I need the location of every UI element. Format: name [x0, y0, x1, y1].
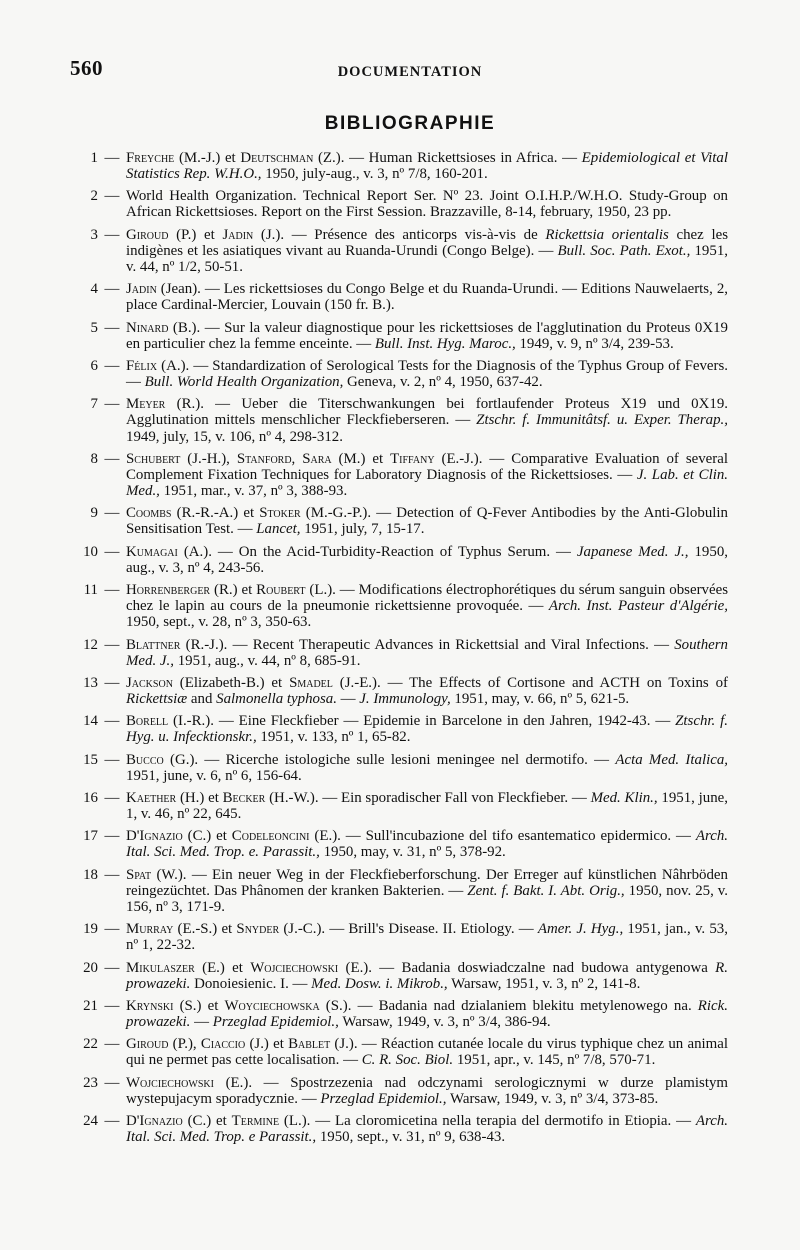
- entry-number: 19: [83, 921, 98, 938]
- entry-number-cell: [78, 451, 126, 467]
- bibliography-entry: [78, 582, 728, 630]
- author-name: Coombs: [126, 505, 172, 522]
- author-name: Woyciechowska: [224, 997, 320, 1014]
- entry-number-cell: [78, 188, 126, 204]
- bibliography-entry: [78, 1036, 728, 1068]
- entry-segment: 1951, v. 133, nº 1, 65-82.: [256, 729, 411, 746]
- journal-title: Rickettsia orientalis: [545, 226, 669, 243]
- author-name: Tiffany: [390, 450, 435, 467]
- entry-number: 18: [83, 866, 98, 883]
- entry-dash: —: [104, 505, 120, 522]
- entry-number: 15: [83, 751, 98, 768]
- author-name: Roubert: [256, 582, 306, 599]
- entry-number: 4: [90, 281, 98, 298]
- entry-dash: —: [104, 150, 120, 166]
- bibliography-entry: [78, 675, 728, 707]
- entry-dash: —: [104, 866, 120, 883]
- entry-dash: —: [104, 450, 120, 467]
- entry-number: 9: [90, 505, 98, 522]
- entry-segment: 1950, sept., v. 31, nº 9, 638-43.: [316, 1129, 506, 1146]
- journal-title: Arch. Inst. Pasteur d'Algérie,: [548, 598, 728, 615]
- entry-segment: chez les indigènes et les asiatiques vivant au Ruanda-Urundi (Congo Belge). —: [126, 226, 728, 259]
- author-name: Kumagai: [126, 543, 178, 560]
- entry-number: 12: [83, 636, 98, 653]
- entry-segment: Warsaw, 1949, v. 3, nº 3/4, 386-94.: [338, 1014, 551, 1031]
- entry-number-cell: [78, 1036, 126, 1052]
- entry-number: 5: [90, 319, 98, 336]
- entry-text: [126, 790, 728, 822]
- running-head: DOCUMENTATION: [337, 64, 483, 80]
- author-name: Horrenberger: [126, 582, 211, 599]
- bibliography-entry: [78, 544, 728, 576]
- entry-number-cell: [78, 790, 126, 806]
- entry-segment: 1951, apr., v. 145, nº 7/8, 570-71.: [453, 1052, 656, 1069]
- entry-segment: 1951, v. 44, nº 1/2, 50-51.: [126, 242, 728, 275]
- entry-number: 23: [83, 1074, 98, 1091]
- entry-segment: 1950, nov. 25, v. 156, nº 3, 171-9.: [126, 882, 728, 915]
- author-name: D'Ignazio: [126, 1113, 183, 1130]
- entry-dash: —: [104, 674, 120, 691]
- entry-text: [126, 358, 728, 390]
- journal-title: Southern Med. J.,: [126, 636, 728, 669]
- entry-text: [126, 828, 728, 860]
- entry-number-cell: [78, 1075, 126, 1091]
- entry-segment: (C.) et: [182, 828, 232, 845]
- entry-number: 14: [83, 713, 98, 730]
- entry-segment: (R.-R.-A.) et: [171, 505, 260, 522]
- entry-number: 13: [83, 674, 98, 691]
- entry-number: 6: [90, 357, 98, 374]
- entry-dash: —: [104, 790, 120, 806]
- author-name: Meyer: [126, 396, 166, 413]
- entry-text: [126, 188, 728, 220]
- journal-title: R. prowazeki.: [126, 959, 728, 992]
- journal-title: Med. Dosw. i. Mikrob.,: [311, 975, 448, 992]
- journal-title: Amer. J. Hyg.,: [537, 921, 624, 938]
- entry-segment: (H.-W.). — Ein sporadischer Fall von Fleckfieber. —: [265, 790, 591, 806]
- journal-title: Arch. Ital. Sci. Med. Trop. e Parassit.,: [126, 1113, 728, 1146]
- bibliography-entry: [78, 1113, 728, 1145]
- entry-dash: —: [104, 1113, 120, 1130]
- bibliography-entry: [78, 713, 728, 745]
- entry-number-cell: [78, 867, 126, 883]
- bibliography-entry: [78, 320, 728, 352]
- entry-text: [126, 1036, 728, 1068]
- page-number: 560: [70, 56, 103, 80]
- author-name: Wojciechowski: [126, 1074, 214, 1091]
- entry-segment: (E.-S.) et: [173, 921, 237, 938]
- author-name: Snyder: [236, 921, 280, 938]
- bibliography-entry: [78, 998, 728, 1030]
- entry-text: [126, 637, 728, 669]
- entry-dash: —: [104, 997, 120, 1014]
- entry-dash: —: [104, 751, 120, 768]
- author-name: D'Ignazio: [126, 828, 183, 845]
- entry-number: 24: [83, 1113, 98, 1130]
- journal-title: J. Immunology,: [359, 690, 451, 707]
- entry-number: 2: [90, 188, 98, 205]
- entry-segment: (J.) et: [245, 1036, 289, 1053]
- entry-segment: Warsaw, 1949, v. 3, nº 3/4, 373-85.: [446, 1090, 659, 1107]
- author-name: Giroud: [126, 226, 169, 243]
- bibliography-entry: [78, 227, 728, 275]
- entry-segment: (S.) et: [173, 997, 225, 1014]
- journal-title: Acta Med. Italica,: [615, 751, 728, 768]
- author-name: Wojciechowski: [250, 959, 339, 976]
- entry-segment: 1951, jan., v. 53, nº 1, 22-32.: [126, 921, 728, 954]
- entry-segment: (P.) et: [168, 226, 223, 243]
- author-name: Freyche: [126, 150, 175, 166]
- author-name: Félix: [126, 357, 158, 374]
- entry-segment: (I.-R.). — Eine Fleckfieber — Epidemie in Barcelone in den Jahren, 1942-43. —: [168, 713, 676, 730]
- journal-title: Bull. Soc. Path. Exot.,: [557, 242, 691, 259]
- journal-title: Ztschr. f. Immunitâtsf. u. Exper. Therap.,: [476, 412, 728, 429]
- entry-text: [126, 320, 728, 352]
- journal-title: Epidemiological et Vital Statistics Rep. W.H.O.,: [126, 150, 728, 183]
- entry-segment: World Health Organization. Technical Report Ser. Nº 23. Joint O.I.H.P./W.H.O. Study-Group on African Rickettsioses. Report on the First Session. Brazzaville, 8-14, february, 1950, 23 pp.: [126, 188, 728, 221]
- entry-segment: (E.). — Sull'incubazione del tifo esantematico epidermico. —: [309, 828, 696, 845]
- entry-segment: (Jean). — Les rickettsioses du Congo Belge et du Ruanda-Urundi. — Editions Nauwelaerts, 2, place Cardinal-Mercier, Louvain (150 fr. B.).: [126, 281, 728, 314]
- author-name: Borell: [126, 713, 169, 730]
- entry-segment: 1950, may, v. 31, nº 5, 378-92.: [319, 844, 506, 861]
- entry-dash: —: [104, 1036, 120, 1053]
- journal-title: C. R. Soc. Biol.: [361, 1052, 454, 1069]
- entry-text: [126, 1075, 728, 1107]
- bibliography-entry: [78, 358, 728, 390]
- entry-segment: (J.). — Présence des anticorps vis-à-vis de: [253, 226, 546, 243]
- bibliography-list: [78, 150, 728, 1151]
- bibliography-entry: [78, 752, 728, 784]
- entry-number-cell: [78, 960, 126, 976]
- entry-segment: 1951, may, v. 66, nº 5, 621-5.: [450, 690, 630, 707]
- entry-segment: (R.) et: [210, 582, 257, 599]
- bibliography-entry: [78, 790, 728, 822]
- entry-text: [126, 713, 728, 745]
- author-name: Blattner: [126, 636, 181, 653]
- bibliography-entry: [78, 637, 728, 669]
- entry-segment: (J.-C.). — Brill's Disease. II. Etiology. —: [279, 921, 538, 938]
- entry-text: [126, 998, 728, 1030]
- entry-dash: —: [104, 319, 120, 336]
- entry-number: 22: [83, 1036, 98, 1053]
- entry-segment: (M.) et: [331, 450, 391, 467]
- bibliography-entry: [78, 921, 728, 953]
- entry-number: 7: [90, 396, 98, 413]
- entry-text: [126, 752, 728, 784]
- author-name: Krynski: [126, 997, 174, 1014]
- entry-number: 3: [90, 226, 98, 243]
- entry-segment: (C.) et: [182, 1113, 232, 1130]
- entry-segment: (P.),: [168, 1036, 201, 1053]
- entry-text: [126, 396, 728, 444]
- entry-number-cell: [78, 320, 126, 336]
- bibliography-entry: [78, 281, 728, 313]
- entry-number-cell: [78, 582, 126, 598]
- journal-title: Przeglad Epidemiol.,: [320, 1090, 447, 1107]
- bibliography-entry: [78, 960, 728, 992]
- author-name: Smadel: [289, 674, 333, 691]
- entry-number: 11: [83, 582, 98, 599]
- entry-segment: (J.-E.). — The Effects of Cortisone and ACTH on Toxins of: [332, 674, 729, 691]
- bibliography-entry: [78, 505, 728, 537]
- entry-text: [126, 281, 728, 313]
- entry-dash: —: [104, 582, 120, 599]
- entry-segment: (M.-G.-P.). — Detection of Q-Fever Antibodies by the Anti-Globulin Sensitisation Test. —: [126, 505, 728, 538]
- entry-dash: —: [104, 281, 120, 298]
- entry-segment: (G.). — Ricerche istologiche sulle lesioni meningee nel dermotifo. —: [163, 751, 616, 768]
- entry-segment: Donoiesienic. I. —: [190, 975, 312, 992]
- entry-segment: 1951, june, v. 6, nº 6, 156-64.: [126, 767, 302, 784]
- entry-number-cell: [78, 544, 126, 560]
- author-name: Mikulaszer: [126, 959, 195, 976]
- author-name: Kaether: [126, 790, 177, 806]
- entry-segment: 1950, aug., v. 3, nº 4, 243-56.: [126, 543, 728, 576]
- entry-segment: 1951, aug., v. 44, nº 8, 685-91.: [173, 652, 361, 669]
- entry-segment: (E.) et: [194, 959, 251, 976]
- journal-title: Arch. Ital. Sci. Med. Trop. e. Parassit.,: [126, 828, 728, 861]
- entry-dash: —: [104, 636, 120, 653]
- entry-number-cell: [78, 358, 126, 374]
- entry-segment: 1949, v. 9, nº 3/4, 239-53.: [515, 335, 674, 352]
- journal-title: Bull. World Health Organization,: [144, 374, 344, 391]
- author-name: Giroud: [126, 1036, 169, 1053]
- entry-text: [126, 582, 728, 630]
- entry-number: 16: [83, 790, 98, 806]
- entry-dash: —: [104, 828, 120, 845]
- journal-title: Bull. Inst. Hyg. Maroc.,: [374, 335, 516, 352]
- entry-text: [126, 675, 728, 707]
- entry-number-cell: [78, 828, 126, 844]
- entry-segment: —: [336, 690, 360, 707]
- entry-segment: and: [187, 690, 217, 707]
- entry-dash: —: [104, 226, 120, 243]
- bibliography-entry: [78, 1075, 728, 1107]
- entry-segment: (E.). — Spostrzezenia nad odczynami serologicznymi w durze plamistym wystepujacym sporadycznie. —: [126, 1074, 728, 1107]
- entry-segment: 1951, july, 7, 15-17.: [300, 521, 425, 538]
- entry-segment: 1950, july-aug., v. 3, nº 7/8, 160-201.: [261, 166, 488, 183]
- entry-segment: —: [190, 1014, 213, 1031]
- journal-title: J. Lab. et Clin. Med.,: [126, 466, 729, 499]
- entry-text: [126, 544, 728, 576]
- entry-dash: —: [104, 396, 120, 413]
- entry-number-cell: [78, 227, 126, 243]
- entry-number-cell: [78, 921, 126, 937]
- entry-number-cell: [78, 675, 126, 691]
- entry-number-cell: [78, 637, 126, 653]
- entry-segment: (H.) et: [176, 790, 223, 806]
- entry-segment: 1951, mar., v. 37, nº 3, 388-93.: [159, 483, 348, 499]
- entry-segment: 1951, june, 1, v. 46, nº 22, 645.: [126, 790, 729, 823]
- author-name: Jadin: [126, 281, 157, 298]
- entry-number-cell: [78, 998, 126, 1014]
- bibliography-entry: [78, 451, 728, 499]
- author-name: Stoker: [259, 505, 301, 522]
- entry-segment: (B.). — Sur la valeur diagnostique pour les rickettsioses de l'agglutination du Proteus 0X19 en particulier chez la femme enceinte. —: [126, 319, 728, 352]
- section-title: BIBLIOGRAPHIE: [324, 113, 496, 134]
- journal-title: Rick. prowazeki.: [126, 997, 728, 1031]
- entry-text: [126, 227, 728, 275]
- entry-segment: (S.). — Badania nad dzialaniem blekitu metylenowego na.: [319, 997, 698, 1014]
- author-name: Jackson: [126, 674, 173, 691]
- author-name: Ninard: [126, 319, 169, 336]
- entry-segment: (A.). — Standardization of Serological Tests for the Diagnosis of the Typhus Group of Fevers. —: [126, 357, 728, 391]
- entry-text: [126, 960, 728, 992]
- author-name: Deutschman: [240, 150, 314, 166]
- entry-segment: 1949, july, 15, v. 106, nº 4, 298-312.: [126, 428, 343, 445]
- entry-segment: (R.-J.). — Recent Therapeutic Advances in Rickettsial and Viral Infections. —: [180, 636, 675, 653]
- entry-number: 1: [90, 150, 98, 166]
- author-name: Jadin: [222, 226, 254, 243]
- entry-segment: Geneva, v. 2, nº 4, 1950, 637-42.: [343, 374, 543, 391]
- entry-segment: 1950, sept., v. 28, nº 3, 350-63.: [126, 614, 312, 631]
- entry-number-cell: [78, 150, 126, 166]
- bibliography-entry: [78, 396, 728, 444]
- author-name: Bucco: [126, 751, 164, 768]
- journal-title: Rickettsiæ: [126, 690, 188, 707]
- bibliography-entry: [78, 150, 728, 182]
- entry-number-cell: [78, 713, 126, 729]
- entry-segment: (E.). — Badania doswiadczalne nad budowa antygenowa: [338, 959, 716, 976]
- entry-segment: (J.-H.),: [180, 450, 237, 467]
- entry-dash: —: [104, 921, 120, 938]
- entry-number-cell: [78, 1113, 126, 1129]
- entry-text: [126, 921, 728, 953]
- author-name: Bablet: [288, 1036, 331, 1053]
- entry-segment: (L.). — Modifications électrophorétiques du sérum sanguin observées chez le lapin au cours de la pneumonie rickettsienne provoquée. —: [126, 582, 728, 615]
- bibliography-entry: [78, 188, 728, 220]
- entry-segment: (A.). — On the Acid-Turbidity-Reaction of Typhus Serum. —: [177, 543, 577, 560]
- author-name: Becker: [222, 790, 266, 806]
- journal-title: Japanese Med. J.,: [576, 543, 689, 560]
- journal-title: Lancet,: [256, 521, 301, 538]
- entry-number: 8: [90, 450, 98, 467]
- entry-dash: —: [104, 959, 120, 976]
- author-name: Stanford, Sara: [236, 450, 332, 467]
- entry-dash: —: [104, 188, 120, 205]
- entry-dash: —: [104, 543, 120, 560]
- entry-segment: Warsaw, 1951, v. 3, nº 2, 141-8.: [447, 975, 641, 992]
- author-name: Codeleoncini: [231, 828, 310, 845]
- entry-segment: (L.). — La cloromicetina nella terapia del dermotifo in Etiopia. —: [279, 1113, 696, 1130]
- entry-segment: (R.). — Ueber die Titerschwankungen bei fortlaufender Proteus X19 und 0X19. Agglutination mittels menschlicher Fleckfieberseren. —: [126, 396, 728, 429]
- author-name: Spat: [126, 866, 152, 883]
- entry-number: 20: [83, 959, 98, 976]
- author-name: Murray: [126, 921, 174, 938]
- bibliography-entry: [78, 867, 728, 915]
- journal-title: Salmonella typhosa.: [216, 690, 337, 707]
- author-name: Schubert: [126, 450, 181, 467]
- entry-segment: (Z.). — Human Rickettsioses in Africa. —: [313, 150, 582, 166]
- entry-number-cell: [78, 396, 126, 412]
- journal-title: Przeglad Epidemiol.,: [212, 1014, 339, 1031]
- entry-number-cell: [78, 752, 126, 768]
- entry-number-cell: [78, 505, 126, 521]
- entry-text: [126, 1113, 728, 1145]
- journal-title: Zent. f. Bakt. I. Abt. Orig.,: [467, 882, 625, 899]
- journal-title: Ztschr. f. Hyg. u. Infecktionskr.,: [126, 713, 728, 746]
- bibliography-entry: [78, 828, 728, 860]
- entry-number: 17: [83, 828, 98, 845]
- author-name: Termine: [231, 1113, 280, 1130]
- entry-segment: (J.). — Réaction cutanée locale du virus typhique chez un animal qui ne permet pas cette localisation. —: [126, 1036, 728, 1069]
- entry-dash: —: [104, 357, 120, 374]
- journal-title: Med. Klin.,: [590, 790, 658, 806]
- entry-segment: (W.). — Ein neuer Weg in der Fleckfieberforschung. Der Erreger auf künstlichen Nâhrböden reingezüchtet. Das Phânomen der kranken Bakterien. —: [126, 866, 728, 899]
- entry-text: [126, 867, 728, 915]
- entry-dash: —: [104, 1074, 120, 1091]
- entry-number: 10: [83, 543, 98, 560]
- entry-text: [126, 150, 728, 182]
- entry-text: [126, 505, 728, 537]
- entry-segment: (M.-J.) et: [174, 150, 241, 166]
- entry-dash: —: [104, 713, 120, 730]
- entry-segment: (E.-J.). — Comparative Evaluation of several Complement Fixation Techniques for Laboratory Diagnosis of the Rickettsioses. —: [126, 450, 728, 483]
- entry-number: 21: [83, 997, 98, 1014]
- entry-number-cell: [78, 281, 126, 297]
- entry-segment: (Elizabeth-B.) et: [172, 674, 290, 691]
- author-name: Ciaccio: [200, 1036, 246, 1053]
- entry-text: [126, 451, 728, 499]
